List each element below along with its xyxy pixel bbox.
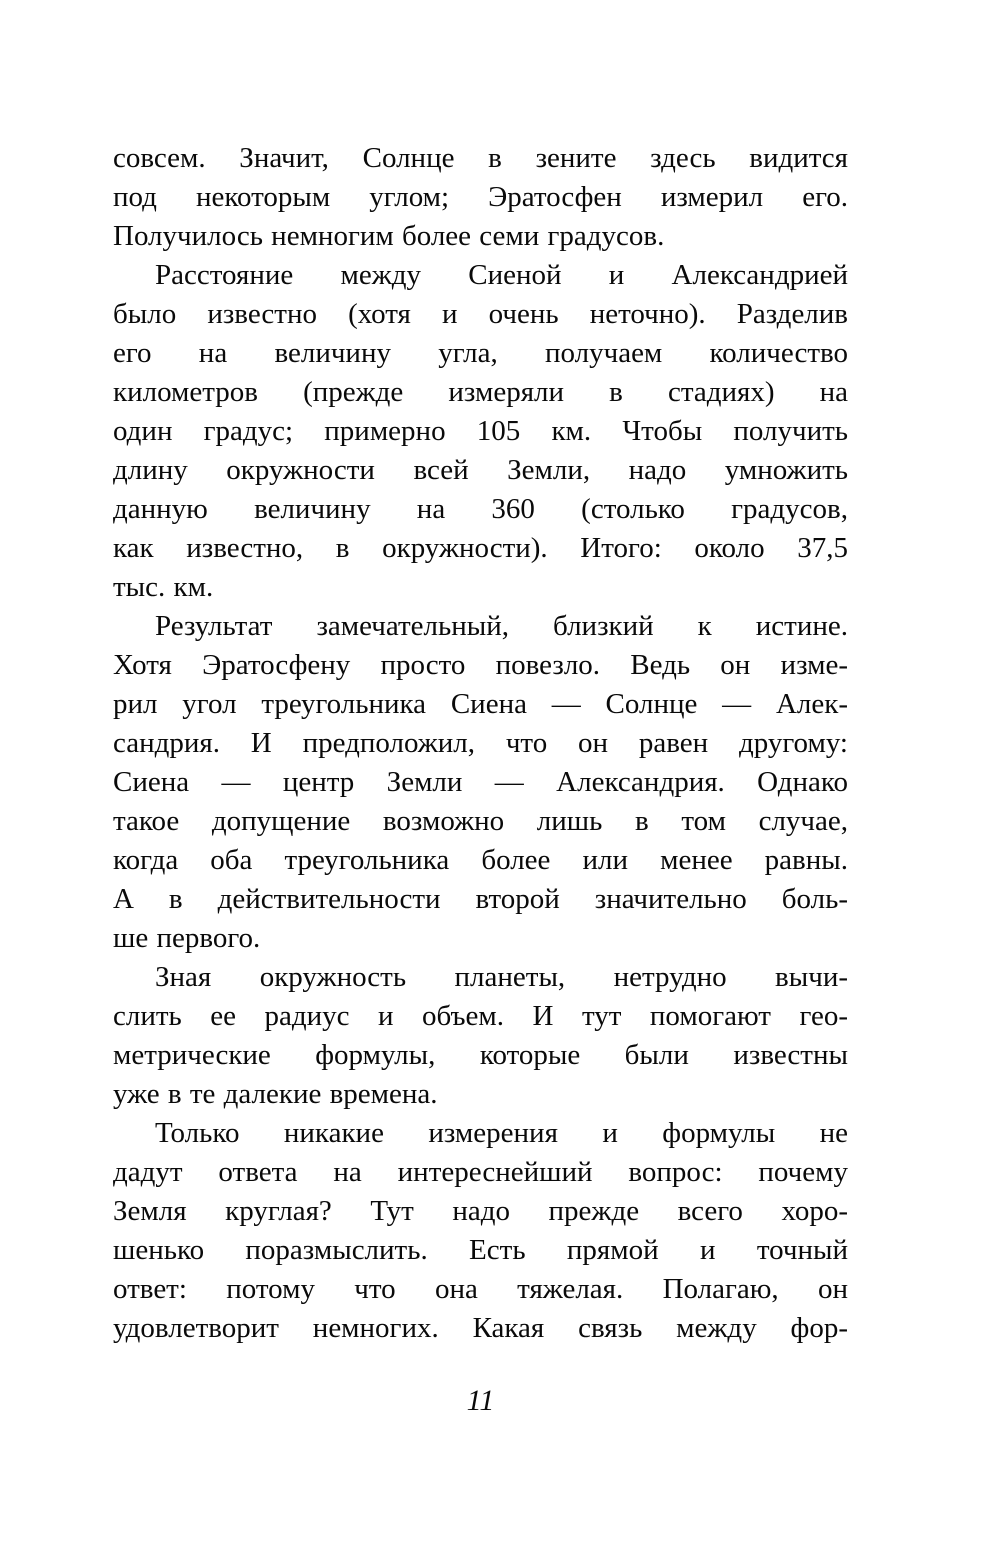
- text-line: километров (прежде измеряли в стадиях) на: [113, 376, 848, 408]
- text-block: [113, 139, 848, 1348]
- text-line: уже в те далекие времена.: [113, 1078, 438, 1110]
- text-line: такое допущение возможно лишь в том случае,: [113, 805, 848, 837]
- text-line: слить ее радиус и объем. И тут помогают гео-: [113, 1000, 848, 1032]
- text-line: Зная окружность планеты, нетрудно вычи-: [155, 961, 848, 993]
- text-line: Расстояние между Сиеной и Александрией: [155, 259, 848, 291]
- text-line: как известно, в окружности). Итого: около 37,5: [113, 532, 848, 564]
- text-line: рил угол треугольника Сиена — Солнце — Алек-: [113, 688, 848, 720]
- text-line: совсем. Значит, Солнце в зените здесь видится: [113, 142, 848, 174]
- paragraph: [113, 1114, 848, 1348]
- page-number: 11: [466, 1384, 495, 1417]
- text-line: данную величину на 360 (столько градусов,: [113, 493, 848, 525]
- text-line: шенько поразмыслить. Есть прямой и точный: [113, 1234, 848, 1266]
- text-line: Получилось немногим более семи градусов.: [113, 220, 665, 252]
- text-line: под некоторым углом; Эратосфен измерил его.: [113, 181, 848, 213]
- paragraph: [113, 256, 848, 607]
- text-line: дадут ответа на интереснейший вопрос: почему: [113, 1156, 848, 1188]
- text-line: сандрия. И предположил, что он равен другому:: [113, 727, 848, 759]
- text-line: ответ: потому что она тяжелая. Полагаю, он: [113, 1273, 848, 1305]
- text-line: А в действительности второй значительно боль-: [113, 883, 848, 915]
- text-line: Результат замечательный, близкий к истине.: [155, 610, 848, 642]
- text-line: было известно (хотя и очень неточно). Разделив: [113, 298, 848, 330]
- text-line: Хотя Эратосфену просто повезло. Ведь он изме-: [113, 649, 848, 681]
- text-line: удовлетворит немногих. Какая связь между фор-: [113, 1312, 848, 1344]
- text-line: его на величину угла, получаем количество: [113, 337, 848, 369]
- paragraph: [113, 139, 848, 256]
- text-line: Только никакие измерения и формулы не: [155, 1117, 848, 1149]
- paragraph: [113, 607, 848, 958]
- text-line: длину окружности всей Земли, надо умножить: [113, 454, 848, 486]
- text-line: когда оба треугольника более или менее равны.: [113, 844, 848, 876]
- text-line: тыс. км.: [113, 571, 214, 603]
- text-line: Сиена — центр Земли — Александрия. Однако: [113, 766, 848, 798]
- text-line: метрические формулы, которые были известны: [113, 1039, 848, 1071]
- text-line: один градус; примерно 105 км. Чтобы получить: [113, 415, 848, 447]
- text-line: Земля круглая? Тут надо прежде всего хоро-: [113, 1195, 848, 1227]
- paragraph: [113, 958, 848, 1114]
- text-line: ше первого.: [113, 922, 261, 954]
